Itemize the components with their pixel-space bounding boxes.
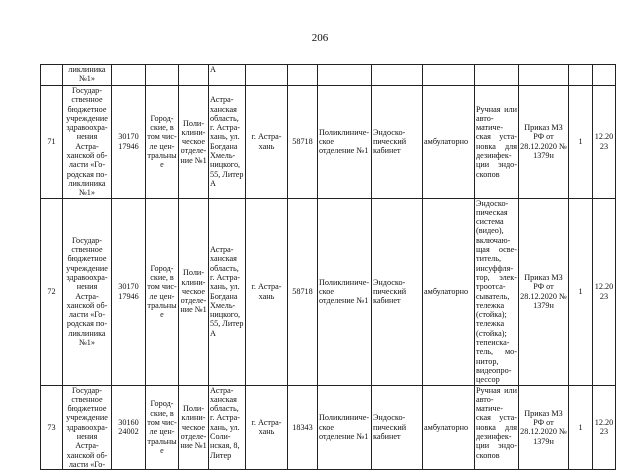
cell-department: Поликлиниче-ское отделение №1 [318,86,372,199]
cell-mode: амбулаторно [423,198,475,385]
page-number: 206 [311,32,329,44]
cell-mode: амбулаторно [423,385,475,470]
cell-name: Государ-ственное бюджетное учреждение здравоохра-нения Астра-ханской об-ласти «Го- [63,385,112,470]
cell-equipment: Ручная или авто-матиче-ская уста-новка для дезинфек-ции эндо-скопов [475,385,519,470]
cell-room: Эндоско-пический кабинет [372,385,423,470]
cell-order: Приказ МЗ РФ от 28.12.2020 № 1379н [519,385,569,470]
cell-address: Астра-ханская область, г. Астра-хань, ул. Соли-нская, 8, Литер [209,385,246,470]
cell-num: 71 [41,86,63,199]
cell-qty: 1 [569,198,593,385]
cell-equipment: Эндоско-пическая система (видео), включаю-щая осве-титель, инсуффля-тор, элек-троотса-сыватель, тележка (стойка); тележка (стойка); тепеиска-тель, мо-нитор, видеопро-цессор [476,198,517,385]
cell-mode: амбулаторно [423,86,475,199]
cell-date: 12.2023 [593,86,616,199]
table-row [41,385,616,470]
cell-area: Город-ские, в том чис-ле цен-тральные [146,198,179,385]
cell-department: Поликлиниче-ское отделение №1 [318,385,372,470]
cell-name: Государ-ственное бюджетное учреждение здравоохра-нения Астра-ханской об-ласти «Го-родская по-ликлиника №1» [63,86,112,199]
cell-date: 12.2023 [593,385,616,470]
cell-city: г. Астра-хань [246,198,288,385]
cell-num: 73 [41,385,63,470]
table-row [41,198,616,385]
cell-date: 12.2023 [593,198,616,385]
cell-room: Эндоско-пический кабинет [372,86,423,199]
cell-unit: Поли-клини-ческое отделе-ние №1 [179,385,209,470]
cell-name: Государ-ственное бюджетное учреждение здравоохра-нения Астра-ханской об-ласти «Го-родская по-ликлиника №1» [63,198,112,385]
cell-equipment: Ручная или авто-матиче-ская уста-новка для дезинфек-ции эндо-скопов [475,86,519,199]
cell-qty: 1 [569,385,593,470]
cell-department: Поликлиниче-ское отделение №1 [318,198,372,385]
cell-order: Приказ МЗ РФ от 28.12.2020 № 1379н [519,86,569,199]
cell-unit: Поли-клини-ческое отделе-ние №1 [179,198,209,385]
cell-address: А [209,65,246,86]
cell-postcode: 58718 [288,198,318,385]
equipment-table [40,64,616,470]
cell-name: ликлиника №1» [63,65,112,86]
cell-order: Приказ МЗ РФ от 28.12.2020 № 1379н [519,198,569,385]
cell-address: Астра-ханская область, г. Астра-хань, ул. Богдана Хмель-ницкого, 55, Литер А [209,198,246,385]
cell-code: 30170 17946 [112,86,146,199]
cell-city: г. Астра-хань [246,385,288,470]
table-row-continuation [41,65,616,86]
cell-qty: 1 [569,86,593,199]
cell-postcode: 18343 [288,385,318,470]
cell-postcode: 58718 [288,86,318,199]
cell-area: Город-ские, в том чис-ле цен-тральные [146,86,179,199]
cell-address: Астра-ханская область, г. Астра-хань, ул. Богдана Хмель-ницкого, 55, Литер А [209,86,246,199]
cell-unit: Поли-клини-ческое отделе-ние №1 [179,86,209,199]
table-row [41,86,616,199]
cell-num [41,65,63,86]
cell-city: г. Астра-хань [246,86,288,199]
cell-code: 30170 17946 [112,198,146,385]
cell-area: Город-ские, в том чис-ле цен-тральные [146,385,179,470]
cell-room: Эндоско-пический кабинет [372,198,423,385]
cell-num: 72 [41,198,63,385]
cell-code: 30160 24002 [112,385,146,470]
